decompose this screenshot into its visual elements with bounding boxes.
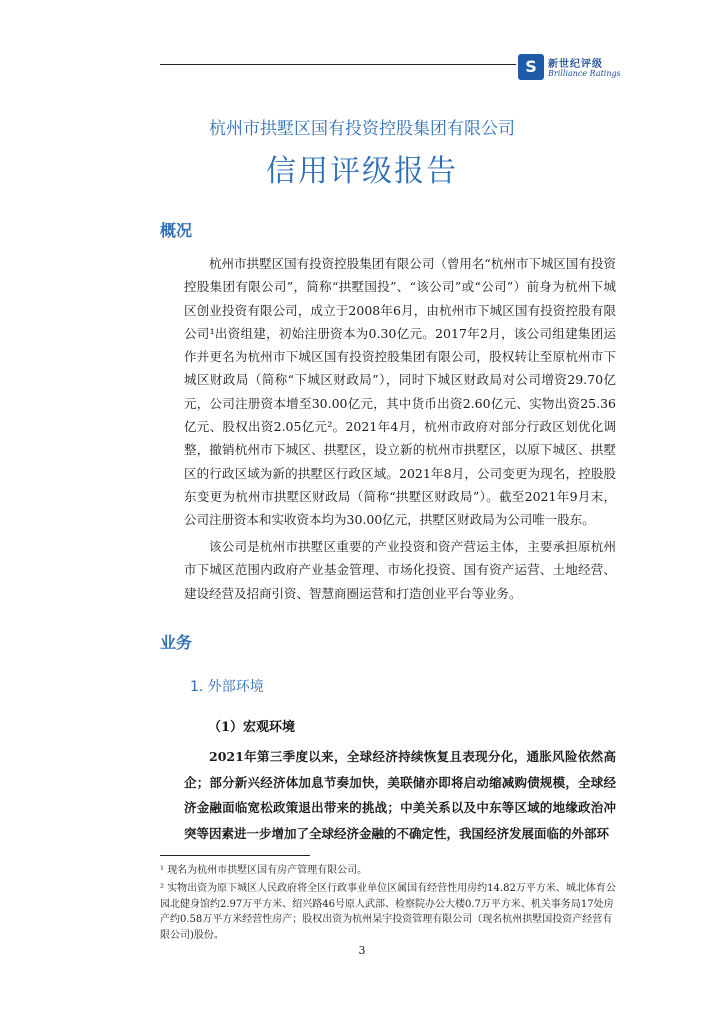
macro-environment-heading: （1）宏观环境: [208, 720, 296, 735]
logo-english-name: Brilliance Ratings: [548, 69, 621, 78]
overview-paragraph-2: 该公司是杭州市拱墅区重要的产业投资和资产营运主体，主要承担原杭州市下城区范围内政府产业基金管理、市场化投资、国有资产运营、土地经营、建设经营及招商引资、智慧商圈运营和打造创业平台等业务。: [184, 539, 616, 601]
overview-paragraph-1: 杭州市拱墅区国有投资控股集团有限公司（曾用名“杭州市下城区国有投资控股集团有限公司”，简称“拱墅国投”、“该公司”或“公司”）前身为杭州下城区创业投资有限公司，成立于2008年6月，由杭州市下城区国有投资控股有限公司¹出资组建，初始注册资本为0.30亿元。2017年2月，该公司组建集团运作并更名为杭州市下城区国有投资控股集团有限公司，股权转让至原杭州市下城区财政局（简称“下城区财政局”），同时下城区财政局对公司增资29.70亿元，公司注册资本增至30.00亿元，其中货币出资2.60亿元、实物出资25.36亿元、股权出资2.05亿元²。2021年4月，杭州市政府对部分行政区划优化调整，撤销杭州市下城区、拱墅区，设立新的杭州市拱墅区，以原下城区、拱墅区的行政区域为新的拱墅区行政区域。2021年8月，公司变更为现名，控股股东变更为杭州市拱墅区财政局（简称“拱墅区财政局”）。截至2021年9月末，公司注册资本和实收资本均为30.00亿元，拱墅区财政局为公司唯一股东。: [184, 256, 616, 528]
overview-heading: 概况: [160, 221, 193, 240]
footnote-2: ² 实物出资为原下城区人民政府将全区行政事业单位区属国有经营性用房约14.82万平方米、城北体育公园北健身馆约2.97万平方米、绍兴路46号原人武部、检察院办公大楼0.7万平方米、机关事务局17处房产约0.58万平方米经营性房产；股权出资为杭州杲宇投资管理有限公司（现名杭州拱墅国投资产经营有限公司)股份。: [160, 883, 616, 941]
company-title: 杭州市拱墅区国有投资控股集团有限公司: [209, 119, 515, 139]
footnote-1: ¹ 现名为杭州市拱墅区国有房产管理有限公司。: [160, 865, 368, 876]
macro-paragraph: 2021年第三季度以来，全球经济持续恢复且表现分化，通胀风险依然高企；部分新兴经济体加息节奏加快，美联储亦即将启动缩减购债规模，全球经济金融面临宽松政策退出带来的挑战；中美关系以及中东等区域的地缘政治冲突等因素进一步增加了全球经济金融的不确定性，我国经济发展面临的外部环: [184, 749, 616, 841]
page-number: 3: [358, 944, 366, 957]
report-title: 信用评级报告: [266, 154, 458, 189]
logo-chinese-name: 新世纪评级: [548, 59, 603, 70]
footnote-rule: [160, 855, 310, 856]
external-environment-heading: 1. 外部环境: [190, 679, 264, 695]
header-rule: [160, 64, 516, 65]
business-heading: 业务: [160, 633, 193, 652]
brand-logo: [518, 54, 621, 84]
logo-mark-icon: S: [518, 54, 544, 80]
